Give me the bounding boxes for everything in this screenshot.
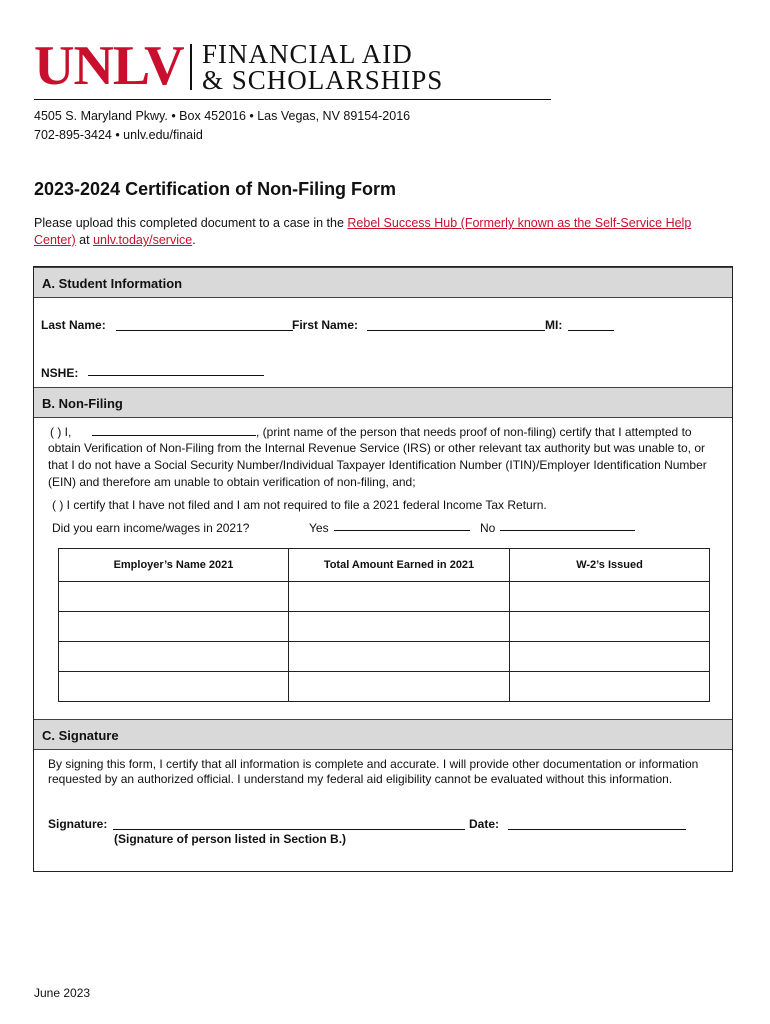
statement-1-continued: obtain Verification of Non-Filing from the Internal Revenue Service (IRS) or other relevant tax authority but was unable to, or that I do not have a Social Security Number/Individual Taxpayer Identification Number (ITIN)/Employer Identification Number (EIN) and therefore am unable to obtain verification of non-filing, and; — [48, 441, 707, 489]
yes-field[interactable] — [334, 529, 470, 531]
first-name-field[interactable] — [367, 329, 545, 331]
signature-field[interactable] — [113, 828, 465, 830]
table-row — [59, 642, 710, 672]
first-name-label: First Name: — [292, 318, 359, 332]
table-row — [59, 612, 710, 642]
income-question: Did you earn income/wages in 2021? — [52, 521, 250, 535]
table-cell[interactable] — [289, 642, 510, 672]
page-title: 2023-2024 Certification of Non-Filing Form — [34, 179, 397, 199]
address-line-1: 4505 S. Maryland Pkwy. • Box 452016 • Las Vegas, NV 89154-2016 — [34, 109, 411, 123]
logo-line-1: FINANCIAL AID — [202, 39, 413, 69]
employer-table — [58, 548, 710, 702]
intro-paragraph — [34, 215, 724, 249]
signature-attestation: By signing this form, I certify that all information is complete and accurate. I will provide other documentation or information requested by an authorized official. I understand my federal aid eligibility cannot be evaluated without this information. — [48, 757, 699, 786]
statement-1-text: , (print name of the person that needs proof of non-filing) certify that I attempted to — [256, 425, 692, 439]
unlv-logo: UNLV — [34, 35, 184, 97]
print-name-field[interactable] — [92, 434, 256, 436]
yes-label: Yes — [309, 521, 329, 535]
last-name-label: Last Name: — [41, 318, 106, 332]
total-earned-header: Total Amount Earned in 2021 — [289, 549, 510, 582]
nshe-field[interactable] — [88, 374, 264, 376]
table-cell[interactable] — [59, 672, 289, 702]
no-label: No — [480, 521, 496, 535]
mi-field[interactable] — [568, 329, 614, 331]
table-cell[interactable] — [289, 582, 510, 612]
table-cell[interactable] — [59, 582, 289, 612]
table-cell[interactable] — [510, 672, 710, 702]
address-line-2: 702-895-3424 • unlv.edu/finaid — [34, 128, 203, 142]
header-rule — [34, 99, 551, 100]
table-cell[interactable] — [510, 642, 710, 672]
date-label: Date: — [469, 817, 500, 831]
section-a-heading: A. Student Information — [34, 267, 732, 298]
table-cell[interactable] — [59, 642, 289, 672]
employer-name-header: Employer’s Name 2021 — [59, 549, 289, 582]
nonfiling-checkbox-2[interactable]: ( ) I certify that I have not filed and I am not required to file a 2021 federal Income Tax Return. — [52, 498, 547, 512]
intro-text-end: . — [192, 233, 196, 247]
footer-date: June 2023 — [34, 986, 91, 1000]
nshe-label: NSHE: — [41, 366, 79, 380]
table-cell[interactable] — [510, 612, 710, 642]
intro-text-mid: at — [75, 233, 94, 247]
intro-text: Please upload this completed document to a case in the — [34, 216, 348, 230]
signature-note: (Signature of person listed in Section B.) — [114, 832, 347, 846]
unlv-service-link[interactable]: unlv.today/service — [93, 233, 193, 247]
table-row — [59, 672, 710, 702]
logo-divider — [190, 44, 192, 90]
table-header-row — [59, 549, 710, 582]
nonfiling-checkbox-1[interactable]: ( ) I, — [50, 425, 72, 439]
table-row — [59, 582, 710, 612]
rebel-success-hub-link[interactable]: Rebel Success Hub (Formerly known as the Self-Service Help Center) — [34, 216, 692, 247]
signature-label: Signature: — [48, 817, 108, 831]
financial-aid-logo-text — [202, 41, 443, 93]
table-cell[interactable] — [289, 612, 510, 642]
logo-line-2: & SCHOLARSHIPS — [202, 65, 444, 95]
table-cell[interactable] — [289, 672, 510, 702]
section-c-heading: C. Signature — [34, 719, 732, 750]
table-cell[interactable] — [59, 612, 289, 642]
date-field[interactable] — [508, 828, 686, 830]
no-field[interactable] — [500, 529, 635, 531]
mi-label: MI: — [545, 318, 563, 332]
w2-issued-header: W-2’s Issued — [510, 549, 710, 582]
last-name-field[interactable] — [116, 329, 293, 331]
table-cell[interactable] — [510, 582, 710, 612]
section-b-heading: B. Non-Filing — [34, 387, 732, 418]
